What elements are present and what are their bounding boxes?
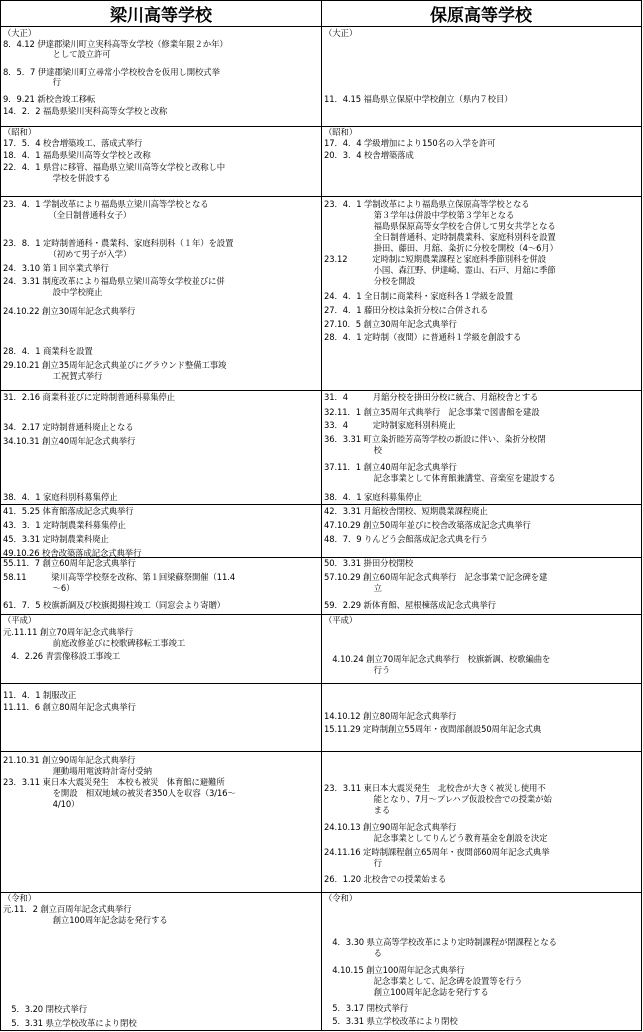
history-line: 11．4．1 制服改正 [3, 690, 77, 700]
history-line: ～6） [3, 583, 75, 593]
history-line: （令和） [324, 893, 358, 903]
history-line: 36．3.31 町立粂折睦芳高等学校の新設に伴い、粂折分校閉 [324, 434, 546, 444]
hobara-cell [324, 196, 640, 390]
history-line: として設立許可 [3, 49, 111, 59]
history-line: 57.10.29 創立60周年記念式典挙行 記念事業で記念碑を建 [324, 572, 548, 582]
history-line: 29.10.21 創立35周年記念式典並びにグラウンド整備工事竣 [3, 360, 227, 370]
yanagawa-cell [3, 196, 319, 390]
history-line: 創立100周年記念誌を発行する [324, 987, 489, 997]
yanagawa-cell [3, 557, 319, 614]
history-line: 5．3.31 県立学校改革により閉校 [3, 1018, 137, 1028]
hobara-cell [324, 126, 640, 196]
history-line: 4.10.15 創立100周年記念式典挙行 [324, 965, 465, 975]
history-line: 34．2.17 定時制普通科廃止となる [3, 422, 134, 432]
history-line: 23．3.11 東日本大震災発生 北校舎が大きく被災し使用不 [324, 783, 546, 793]
history-line: 49.10.26 校舎改築落成記念式典挙行 [3, 548, 142, 557]
hobara-cell [324, 614, 640, 683]
history-line: 33．4 定時制家庭科別科廃止 [324, 420, 456, 430]
history-line: 31．4 月舘分校を掛田分校に統合、月舘校舎とする [324, 392, 539, 402]
history-line: 立 [324, 583, 382, 593]
hobara-cell [324, 683, 640, 751]
history-line: 分校を開設 [324, 276, 416, 286]
history-line: 23．4．1 学制改革により福島県立梁川高等学校となる [3, 199, 209, 209]
history-line: 福島県保原高等女学校を合併して男女共学となる [324, 221, 556, 231]
hobara-cell [324, 390, 640, 504]
history-line: （初めて男子が入学） [3, 249, 132, 259]
history-line: 15.11.29 定時制創立55周年・夜間部創設50周年記念式典 [324, 724, 542, 734]
history-line: 24.10.13 創立90周年記念式典挙行 [324, 822, 457, 832]
history-line: 31．2.16 商業科並びに定時制普通科募集停止 [3, 392, 175, 402]
history-line: 工祝賀式挙行 [3, 371, 103, 381]
history-line: （全日制普通科女子） [3, 210, 132, 220]
history-line: 24．4．1 全日制に商業科・家庭科各１学級を設置 [324, 291, 513, 301]
history-line: 18．4．1 福島県梁川高等女学校と改称 [3, 150, 151, 160]
history-line: （平成） [324, 615, 358, 625]
history-line: 第３学年は併設中学校第３学年となる [324, 210, 515, 220]
history-line: る [324, 948, 382, 958]
history-line: （大正） [324, 28, 358, 38]
history-line: （昭和） [324, 127, 358, 137]
history-line: 9．9.21 新校舎竣工移転 [3, 94, 96, 104]
history-line: 運動場用電波時計寄付受納 [3, 766, 152, 776]
history-line: 55.11．7 創立60周年記念式典挙行 [3, 558, 136, 568]
history-line: 5．3.17 閉校式挙行 [324, 1003, 408, 1013]
history-line: 23．8．1 定時制普通科・農業科、家庭科別科（１年）を設置 [3, 238, 234, 248]
history-line: 4.10.24 創立70周年記念式典挙行 校旗新調、校歌編曲を [324, 654, 551, 664]
history-line: （大正） [3, 28, 37, 38]
history-line: 元.11．2 創立百周年記念式典挙行 [3, 904, 132, 914]
history-line: 5．3.20 閉校式挙行 [3, 1004, 87, 1014]
history-line: 4．2.26 青雲像移設工事竣工 [3, 651, 121, 661]
history-line: 17．4．4 学級増加により150名の入学を許可 [324, 138, 496, 148]
history-line: 行 [3, 77, 61, 87]
yanagawa-cell [3, 751, 319, 892]
history-line: 8．5．7 伊達郡梁川町立尋常小学校校舎を仮用し開校式挙 [3, 67, 220, 77]
history-line: 14．2．2 福島県梁川実科高等女学校と改称 [3, 106, 168, 116]
history-line: 23．3.11 東日本大震災発生 本校も被災 体育館に避難所 [3, 777, 225, 787]
history-line: 45．3.31 定時制農業科廃止 [3, 534, 109, 544]
history-line: 48．7．9 りんどう会館落成記念式典を行う [324, 534, 489, 544]
history-line: 61．7．5 校旗新調及び校旗掲揚柱竣工（同窓会より寄贈） [3, 600, 226, 610]
history-line: 23．4．1 学制改革により福島県立保原高等学校となる [324, 199, 530, 209]
yanagawa-cell [3, 892, 319, 1031]
history-line: 28．4．1 定時制（夜間）に普通科１学級を創設する [324, 332, 522, 342]
history-line: 記念事業として体育館兼講堂、音楽室を建設する [324, 473, 556, 483]
history-line: 24．3.10 第１回卒業式挙行 [3, 263, 109, 273]
history-line: 行う [324, 665, 391, 675]
yanagawa-cell [3, 683, 319, 751]
hobara-cell [324, 892, 640, 1031]
history-line: 学校を併設する [3, 173, 111, 183]
history-line: （平成） [3, 615, 37, 625]
history-line: 38．4．1 家庭科別科募集停止 [3, 492, 118, 502]
yanagawa-cell [3, 504, 319, 557]
history-line: 記念事業としてりんどう教育基金を創設を決定 [324, 833, 548, 843]
history-line: （昭和） [3, 127, 37, 137]
history-line: 設中学校廃止 [3, 287, 103, 297]
history-line: 校 [324, 445, 382, 455]
history-line: 43．3．1 定時制農業科募集停止 [3, 520, 126, 530]
history-line: 24.11.16 定時制課程創立65周年・夜間部60周年記念式典挙 [324, 847, 550, 857]
yanagawa-cell [3, 390, 319, 504]
history-line: 20．3．4 校舎増築落成 [324, 150, 414, 160]
header-yanagawa: 梁川高等学校 [1, 1, 321, 27]
history-line: 24.10.22 創立30周年記念式典挙行 [3, 306, 136, 316]
history-line: 21.10.31 創立90周年記念式典挙行 [3, 755, 136, 765]
history-line: 8．4.12 伊達郡梁川町立実科高等女学校（修業年限２か年） [3, 39, 228, 49]
history-line: まる [324, 805, 391, 815]
history-line: 4．3.30 県立高等学校改革により定時制課程が閉課程となる [324, 937, 557, 947]
history-line: 11．4.15 福島県立保原中学校創立（県内７校目） [324, 94, 513, 104]
yanagawa-cell [3, 126, 319, 196]
history-line: 27．4．1 藤田分校は粂折分校に合併される [324, 305, 489, 315]
history-line: 23.12 定時制に短期農業課程と家庭科季節別科を併設 [324, 254, 547, 264]
column-divider [321, 1, 322, 1030]
history-line: 26．1.20 北校舎での授業始まる [324, 874, 447, 884]
history-line: 47.10.29 創立50周年並びに校舎改築落成記念式典挙行 [324, 520, 531, 530]
history-line: を開設 相双地域の被災者350人を収容（3/16～ [3, 788, 236, 798]
history-line: 32.11．1 創立35周年式典挙行 記念事業で図書館を建設 [324, 407, 540, 417]
history-line: 38．4．1 家庭科募集停止 [324, 492, 422, 502]
history-line: 58.11 梁川高等学校祭を改称、第１回梁蘇祭開催（11.4 [3, 572, 236, 582]
history-line: 記念事業として、記念碑を設置等を行う [324, 976, 523, 986]
history-line: 37.11．1 創立40周年記念式典挙行 [324, 462, 457, 472]
history-line: 全日制普通科、定時制農業科、家庭科別科を設置 [324, 232, 556, 242]
history-line: 41．5.25 体育館落成記念式典挙行 [3, 506, 134, 516]
history-line: 行 [324, 858, 382, 868]
yanagawa-cell [3, 27, 319, 126]
history-line: 27.10．5 創立30周年記念式典挙行 [324, 319, 457, 329]
history-line: 34.10.31 創立40周年記念式典挙行 [3, 436, 136, 446]
hobara-cell [324, 557, 640, 614]
hobara-cell [324, 751, 640, 892]
history-line: 前庭改修並びに校歌碑移転工事竣工 [3, 638, 186, 648]
history-line: 4/10） [3, 799, 80, 809]
hobara-cell [324, 504, 640, 557]
history-line: 掛田、藤田、月舘、粂折に分校を開校（4～6月） [324, 243, 558, 253]
history-line: 28．4．1 商業科を設置 [3, 346, 93, 356]
history-line: 能となり、7月～プレハブ仮設校舎での授業が始 [324, 794, 552, 804]
hobara-cell [324, 27, 640, 126]
history-line: 17．5．4 校舎増築竣工、落成式挙行 [3, 138, 143, 148]
history-line: （令和） [3, 893, 37, 903]
yanagawa-cell [3, 614, 319, 683]
history-line: 11.11．6 創立80周年記念式典挙行 [3, 702, 136, 712]
history-line: 創立100周年記念誌を発行する [3, 915, 168, 925]
history-line: 14.10.12 創立80周年記念式典挙行 [324, 711, 457, 721]
history-line: 50．3.31 掛田分校閉校 [324, 558, 414, 568]
history-line: 42．3.31 月舘校舎閉校、短期農業課程廃止 [324, 506, 488, 516]
header-hobara: 保原高等学校 [321, 1, 641, 27]
history-line: 24．3.31 制度改革により福島県立梁川高等女学校並びに併 [3, 276, 225, 286]
history-line: 5．3.31 県立学校改革により閉校 [324, 1016, 458, 1026]
history-line: 元.11.11 創立70周年記念式典挙行 [3, 627, 134, 637]
history-line: 59．2.29 新体育館、屋根棟落成記念式典挙行 [324, 600, 496, 610]
history-line: 22．4．1 県営に移管、福島県立梁川高等女学校と改称し中 [3, 162, 226, 172]
history-line: 小国、森江野、伊達崎、霊山、石戸、月舘に季節 [324, 265, 556, 275]
